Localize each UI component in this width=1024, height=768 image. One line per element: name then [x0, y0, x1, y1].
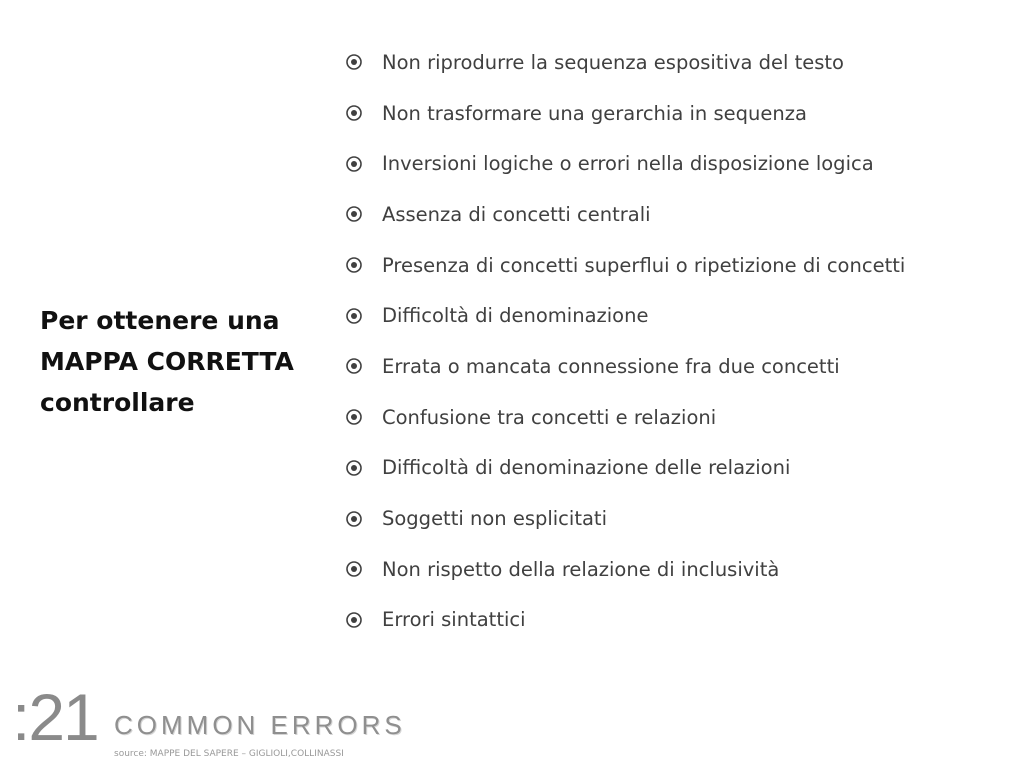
checklist-item-text: Soggetti non esplicitati	[382, 507, 607, 531]
section-title-line-1: Per ottenere una	[40, 306, 280, 335]
checklist-item-text: Confusione tra concetti e relazioni	[382, 405, 717, 429]
slide-number: :21	[12, 680, 98, 754]
checklist-item-text: Assenza di concetti centrali	[382, 202, 651, 226]
checklist-item	[344, 88, 1014, 139]
checklist-item	[344, 341, 1014, 392]
circled-dot-icon	[344, 154, 364, 174]
checklist-item	[344, 138, 1014, 189]
checklist-item-text: Non trasformare una gerarchia in sequenza	[382, 101, 807, 125]
circled-dot-icon	[344, 559, 364, 579]
checklist-item-text: Non rispetto della relazione di inclusività	[382, 557, 780, 581]
checklist-item-text: Non riprodurre la sequenza espositiva del testo	[382, 50, 844, 74]
checklist-item	[344, 544, 1014, 595]
checklist-item-text: Presenza di concetti superflui o ripetizione di concetti	[382, 253, 906, 277]
checklist-item	[344, 189, 1014, 240]
checklist-item	[344, 443, 1014, 494]
source-credit: source: MAPPE DEL SAPERE – GIGLIOLI,COLLINASSI	[114, 749, 344, 759]
circled-dot-icon	[344, 204, 364, 224]
circled-dot-icon	[344, 306, 364, 326]
section-title	[40, 300, 330, 423]
checklist-item-text: Errori sintattici	[382, 608, 526, 632]
checklist-item	[344, 240, 1014, 291]
checklist-item	[344, 595, 1014, 646]
checklist-item	[344, 290, 1014, 341]
circled-dot-icon	[344, 407, 364, 427]
circled-dot-icon	[344, 103, 364, 123]
footer-heading: COMMON ERRORS	[114, 710, 406, 740]
circled-dot-icon	[344, 356, 364, 376]
section-title-line-2: MAPPA CORRETTA	[40, 347, 294, 376]
checklist-item	[344, 37, 1014, 88]
error-checklist	[344, 37, 1014, 645]
checklist-item-text: Inversioni logiche o errori nella disposizione logica	[382, 152, 874, 176]
checklist-item	[344, 493, 1014, 544]
circled-dot-icon	[344, 255, 364, 275]
circled-dot-icon	[344, 610, 364, 630]
circled-dot-icon	[344, 52, 364, 72]
checklist-item-text: Difficoltà di denominazione delle relazioni	[382, 456, 791, 480]
circled-dot-icon	[344, 509, 364, 529]
section-title-line-3: controllare	[40, 388, 195, 417]
checklist-item-text: Difficoltà di denominazione	[382, 304, 649, 328]
circled-dot-icon	[344, 458, 364, 478]
checklist-item	[344, 392, 1014, 443]
checklist-item-text: Errata o mancata connessione fra due concetti	[382, 354, 840, 378]
